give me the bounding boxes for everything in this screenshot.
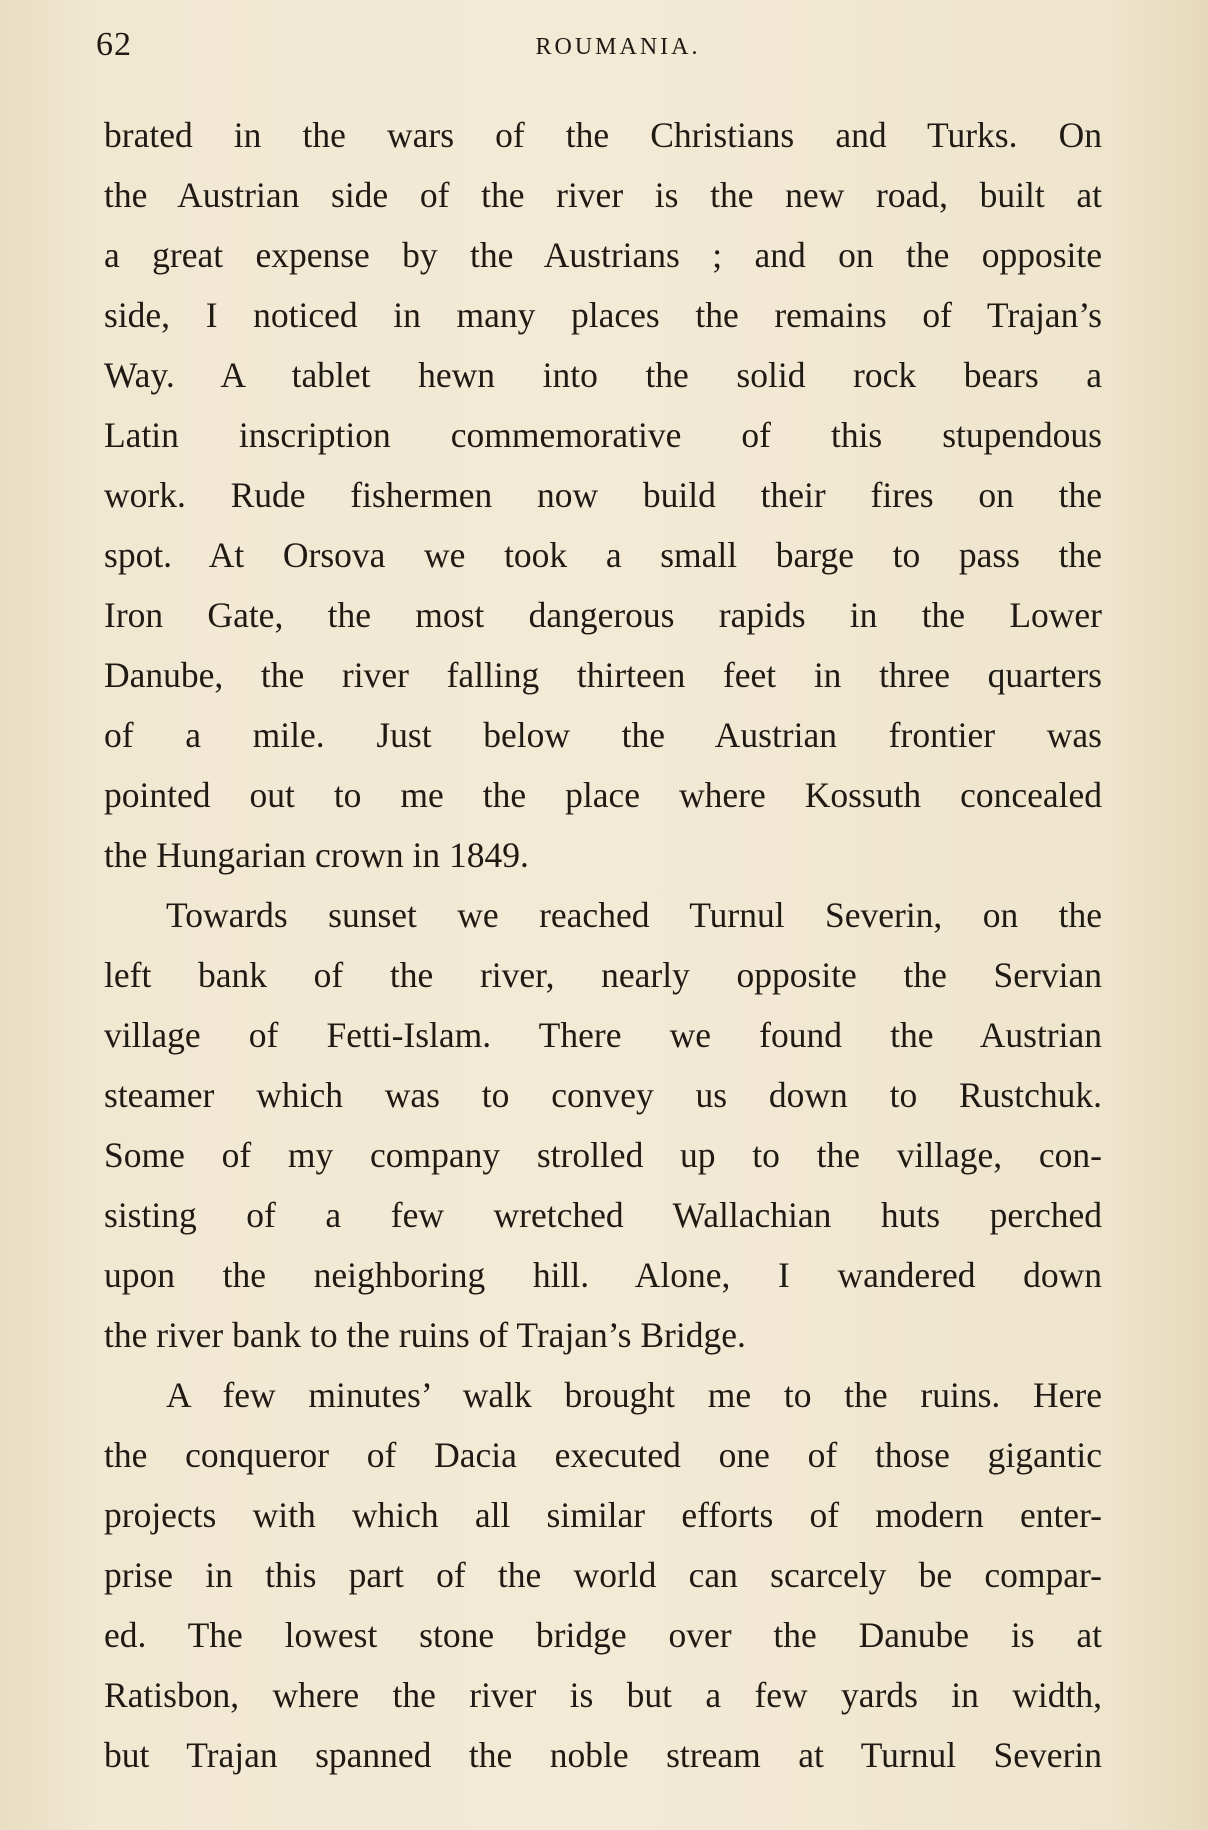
text-line: Some of my company strolled up to the village, con-: [104, 1135, 1102, 1175]
text-line: left bank of the river, nearly opposite the Servian: [104, 955, 1102, 995]
text-line: a great expense by the Austrians ; and on the opposite: [104, 235, 1102, 275]
text-line: the river bank to the ruins of Trajan’s Bridge.: [104, 1315, 746, 1355]
text-line: work. Rude fishermen now build their fires on the: [104, 475, 1102, 515]
text-line: ed. The lowest stone bridge over the Danube is at: [104, 1615, 1102, 1655]
text-line: Danube, the river falling thirteen feet in three quarters: [104, 655, 1102, 695]
page-number: 62: [96, 26, 132, 63]
text-line: Ratisbon, where the river is but a few yards in width,: [104, 1675, 1102, 1715]
text-line: the Austrian side of the river is the new road, built at: [104, 175, 1102, 215]
text-line: of a mile. Just below the Austrian frontier was: [104, 715, 1102, 755]
text-line: prise in this part of the world can scarcely be compar-: [104, 1555, 1102, 1595]
text-line: projects with which all similar efforts of modern enter-: [104, 1495, 1102, 1535]
text-line: A few minutes’ walk brought me to the ruins. Here: [166, 1375, 1102, 1415]
text-line: side, I noticed in many places the remains of Trajan’s: [104, 295, 1102, 335]
text-line: sisting of a few wretched Wallachian huts perched: [104, 1195, 1102, 1235]
text-line: but Trajan spanned the noble stream at Turnul Severin: [104, 1735, 1102, 1775]
text-line: spot. At Orsova we took a small barge to pass the: [104, 535, 1102, 575]
text-line: the conqueror of Dacia executed one of those gigantic: [104, 1435, 1102, 1475]
text-line: village of Fetti-Islam. There we found the Austrian: [104, 1015, 1102, 1055]
text-line: steamer which was to convey us down to Rustchuk.: [104, 1075, 1102, 1115]
text-line: upon the neighboring hill. Alone, I wandered down: [104, 1255, 1102, 1295]
text-line: Iron Gate, the most dangerous rapids in the Lower: [104, 595, 1102, 635]
body-text: [104, 105, 1102, 1785]
text-line: Towards sunset we reached Turnul Severin, on the: [166, 895, 1102, 935]
text-line: Latin inscription commemorative of this stupendous: [104, 415, 1102, 455]
text-line: pointed out to me the place where Kossuth concealed: [104, 775, 1102, 815]
text-line: brated in the wars of the Christians and Turks. On: [104, 115, 1102, 155]
text-line: the Hungarian crown in 1849.: [104, 835, 529, 875]
running-title: ROUMANIA.: [535, 34, 701, 60]
text-line: Way. A tablet hewn into the solid rock bears a: [104, 355, 1102, 395]
